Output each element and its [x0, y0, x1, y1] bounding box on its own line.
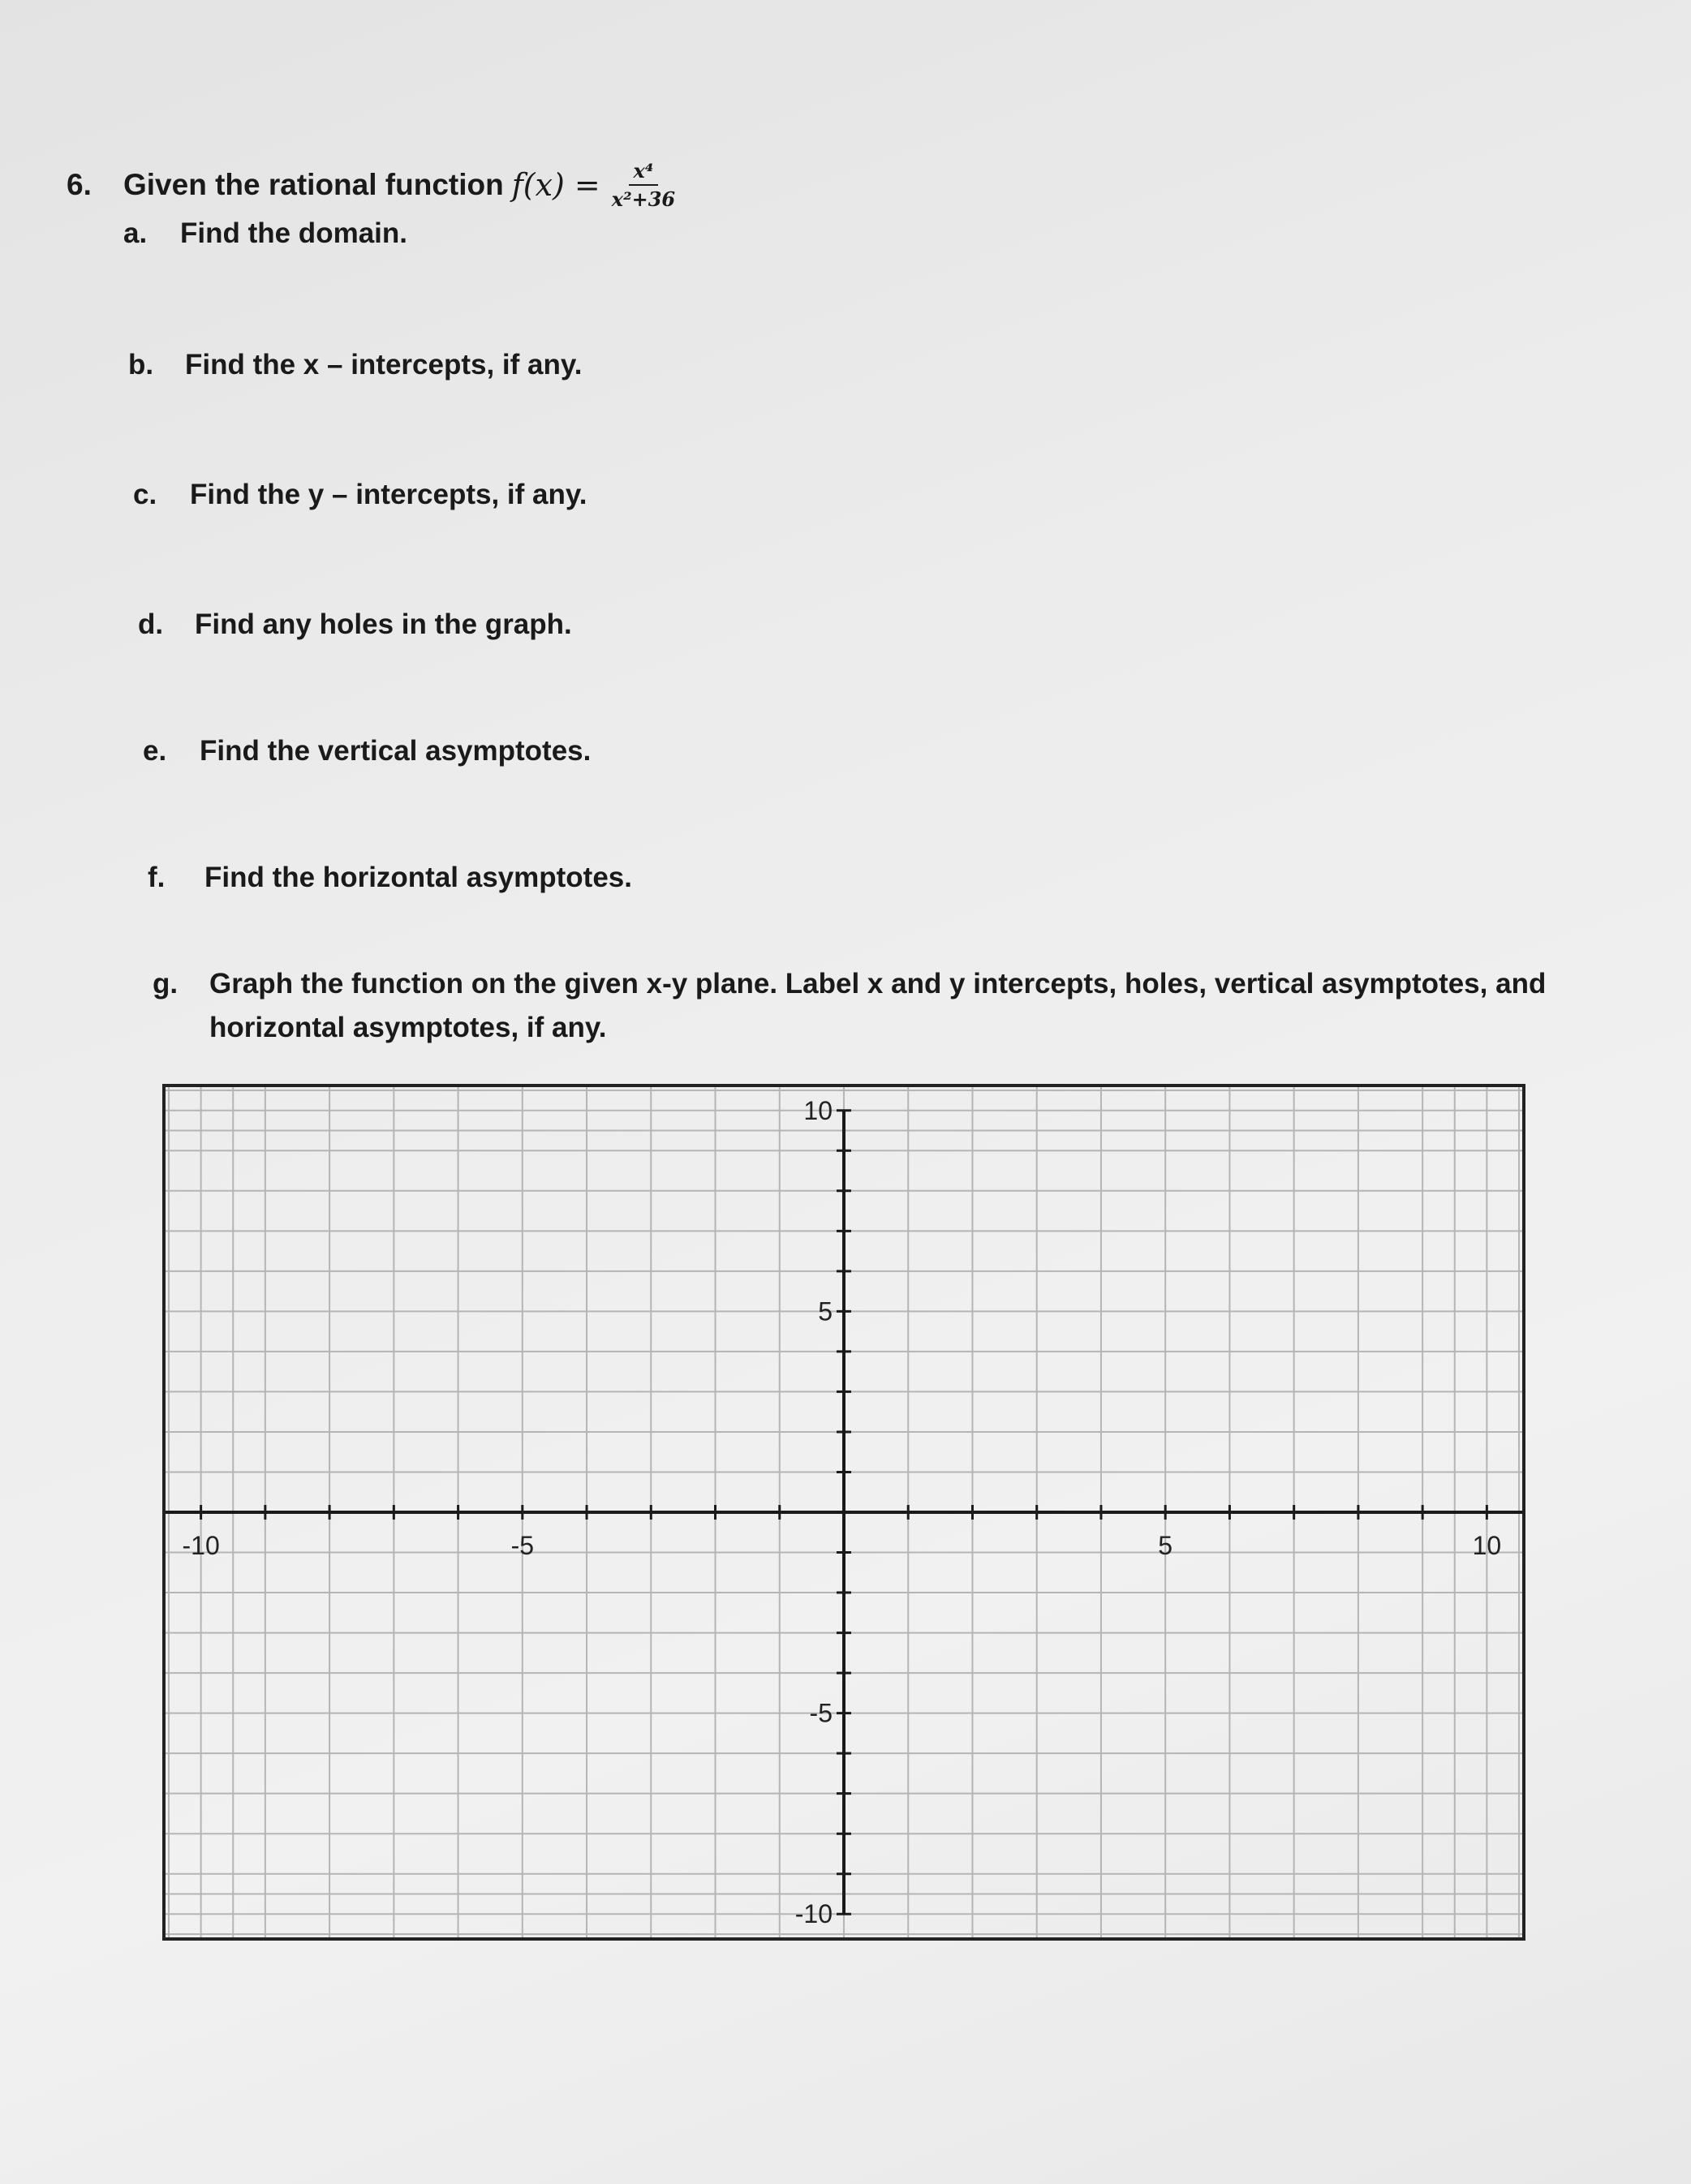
y-tick-label: 5 [818, 1296, 833, 1326]
part-text: Find any holes in the graph. [195, 608, 572, 640]
part-letter: c. [133, 479, 157, 510]
part-b [128, 349, 582, 381]
y-tick-label: -5 [809, 1698, 833, 1728]
function-fraction [612, 159, 675, 211]
function-lhs: f(x) = [511, 167, 600, 203]
fraction-numerator: x⁴ [629, 159, 659, 186]
question-text: Given the rational function [123, 168, 504, 201]
part-letter: f. [148, 862, 166, 893]
part-text: Find the domain. [180, 217, 407, 249]
part-letter: a. [123, 217, 148, 249]
part-letter: g. [153, 968, 179, 1000]
x-tick-label: 10 [1472, 1531, 1502, 1560]
y-tick-label: -10 [794, 1899, 833, 1929]
part-text: Find the vertical asymptotes. [200, 735, 592, 767]
part-g [153, 962, 1613, 1050]
x-tick-label: 5 [1158, 1531, 1173, 1560]
question-number: 6. [67, 168, 92, 201]
x-tick-label: -5 [510, 1531, 535, 1560]
part-c [133, 479, 587, 511]
fraction-denominator: x²+36 [611, 187, 676, 211]
coordinate-plane[interactable] [162, 1084, 1525, 1941]
part-letter: b. [128, 349, 154, 380]
question-heading [67, 159, 675, 211]
part-text: Graph the function on the given x-y plane. Label x and y intercepts, holes, vertical asymptotes, and horizontal asymptotes, if any. [209, 968, 1547, 1043]
part-letter: e. [143, 735, 167, 767]
part-d [138, 608, 572, 641]
part-a [123, 217, 407, 250]
part-text: Find the x – intercepts, if any. [185, 349, 583, 380]
y-tick-label: 10 [803, 1095, 833, 1125]
part-letter: d. [138, 608, 164, 640]
x-tick-label: -10 [182, 1531, 220, 1560]
part-text: Find the y – intercepts, if any. [190, 479, 587, 510]
part-f [148, 862, 632, 894]
part-text: Find the horizontal asymptotes. [204, 862, 632, 893]
part-e [143, 735, 591, 767]
